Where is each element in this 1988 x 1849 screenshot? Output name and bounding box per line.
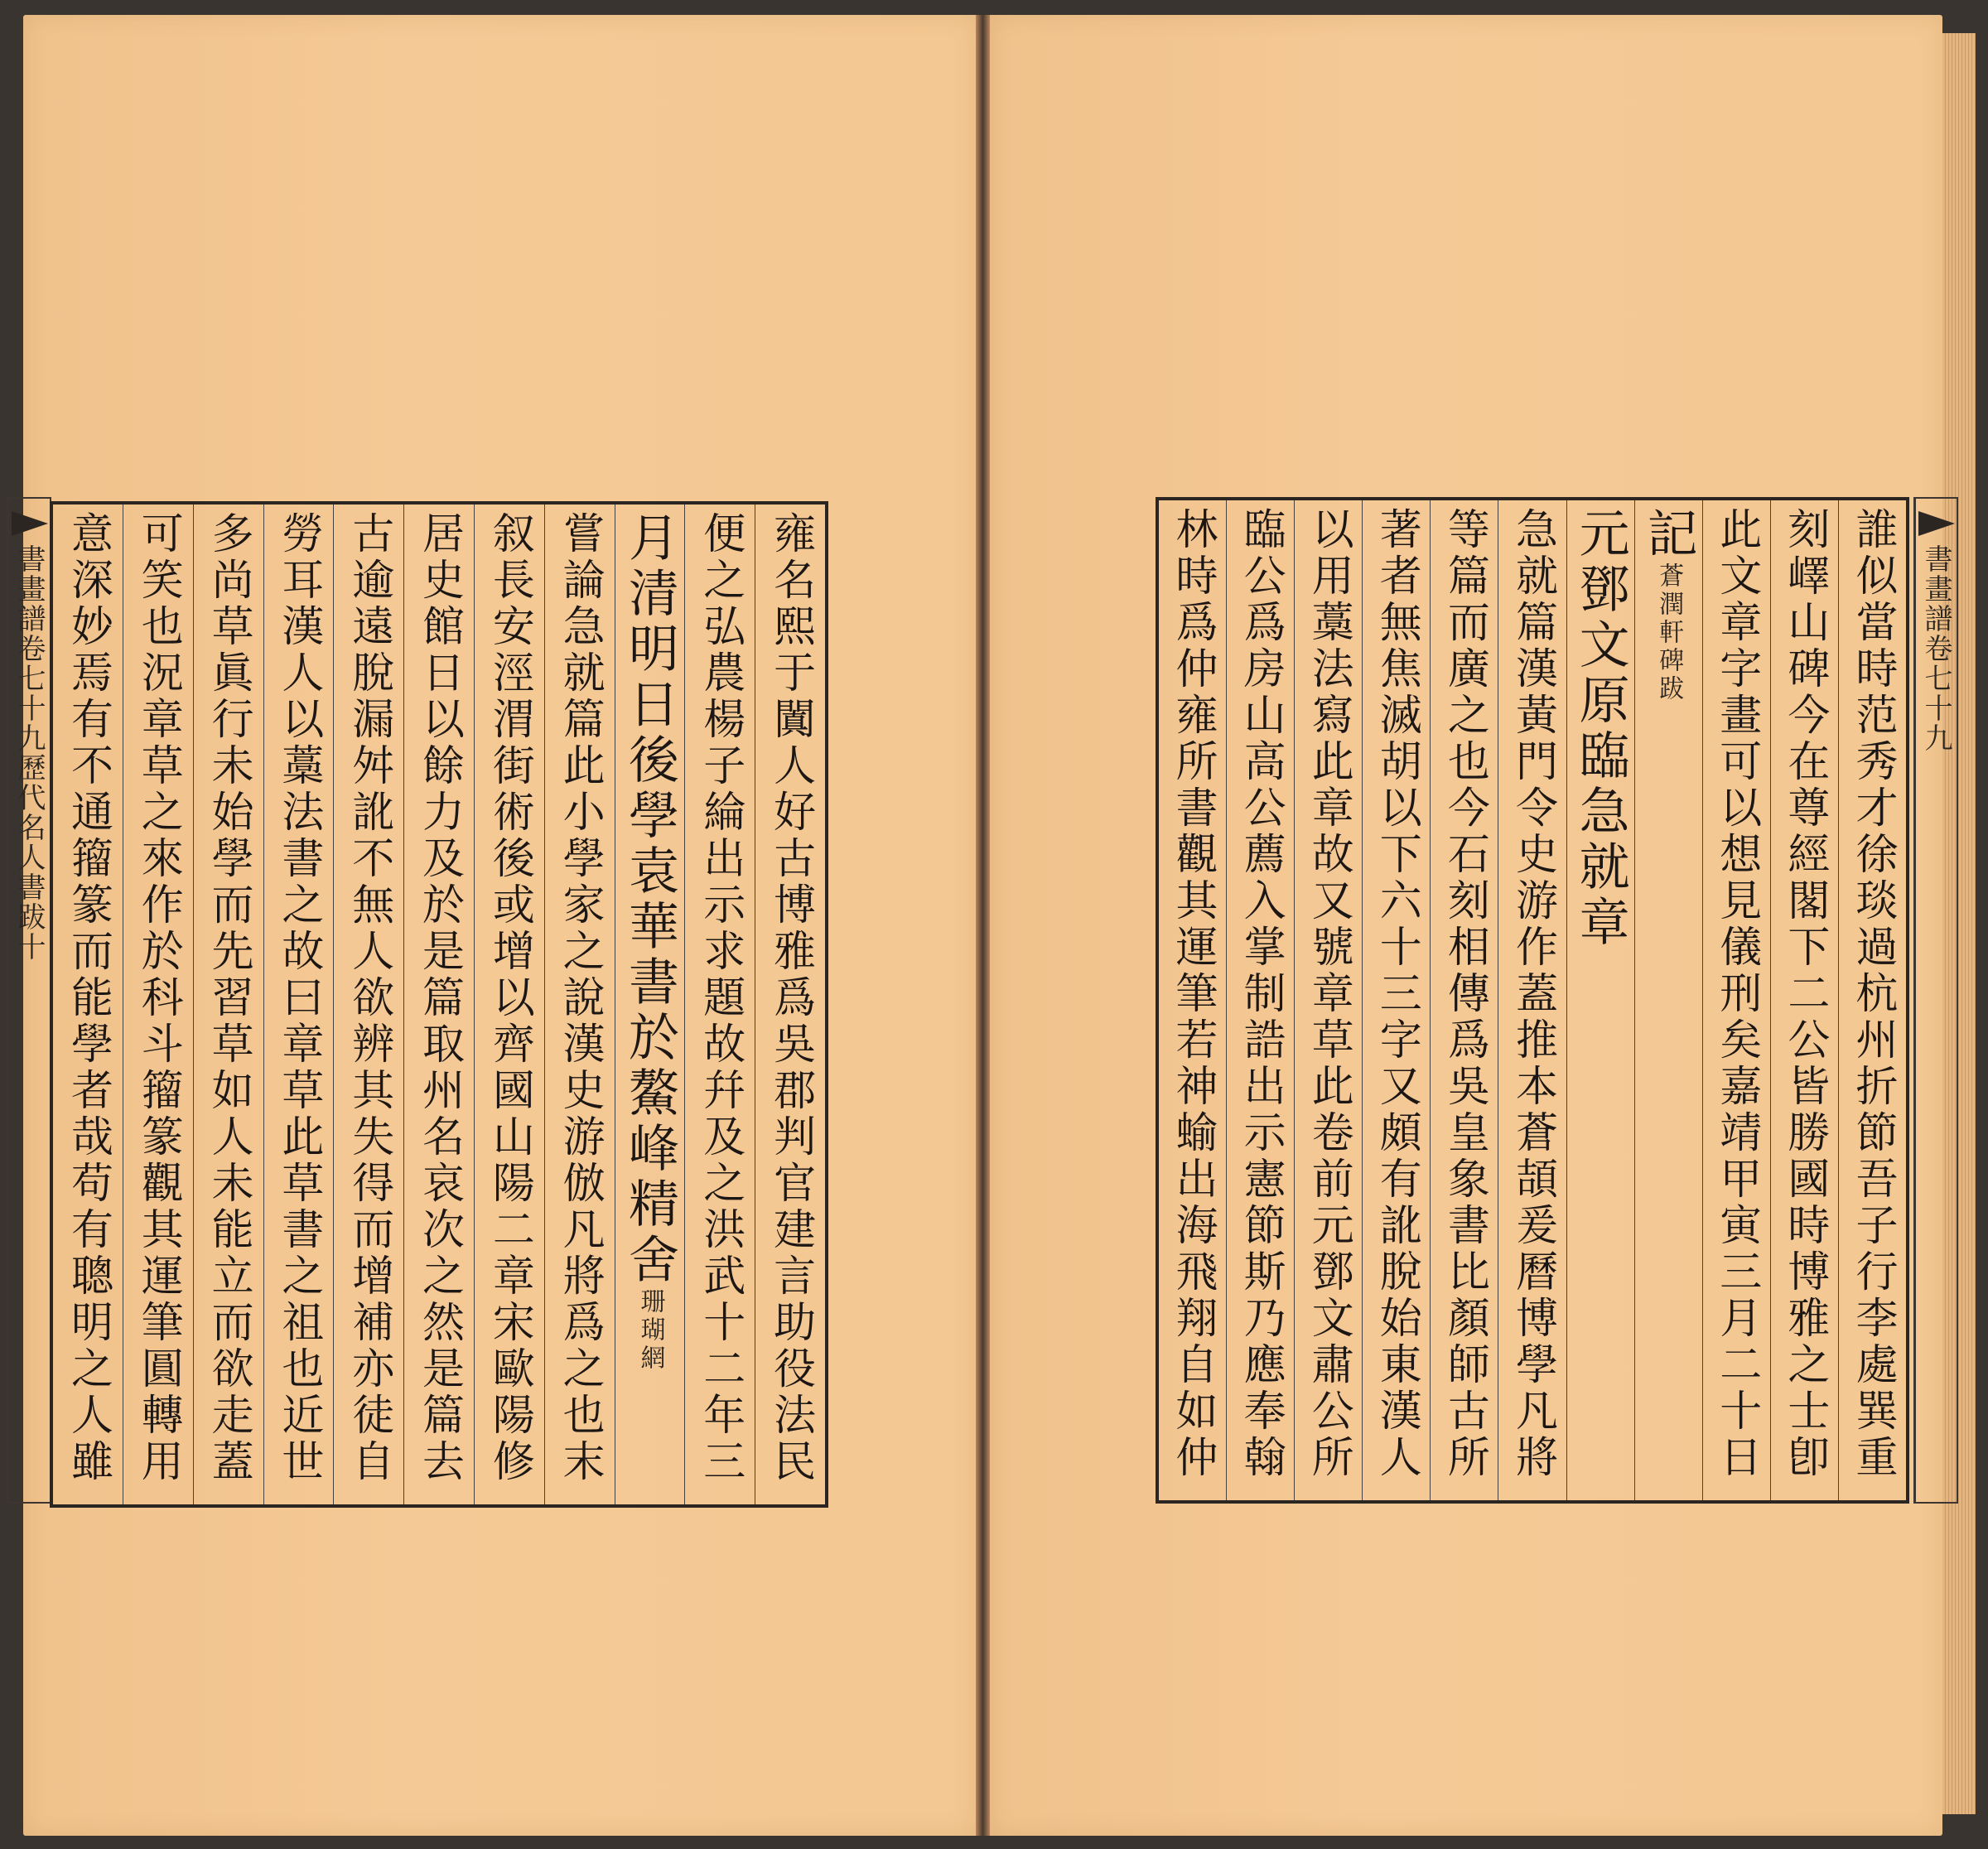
text-column: 等篇而廣之也今石刻相傳爲吳皇象書比顏師古所 [1430,500,1498,1500]
right-margin-strip [1913,497,1958,1504]
left-text-frame [50,501,828,1508]
text-column: 以用藁法寫此章故又號章草此卷前元鄧文肅公所 [1294,500,1362,1500]
text-column: 月清明日後學袁華書於鰲峰精舍 珊瑚網 [615,504,685,1504]
right-text-frame [1156,497,1909,1504]
text-column: 可笑也況章草之來作於科斗籀篆觀其運筆圓轉用 [123,504,193,1504]
fish-tail-icon [12,511,48,536]
text-column: 居史館日以餘力及於是篇取州名哀次之然是篇去 [403,504,474,1504]
annotation: 蒼潤軒碑跋 [1654,562,1684,703]
text-column: 誰似當時范秀才徐琰過杭州折節吾子行李處巽重 [1838,500,1906,1500]
text-column: 刻嶧山碑今在尊經閣下二公皆勝國時博雅之士卽 [1770,500,1838,1500]
text-column: 急就篇漢黃門令史游作蓋推本蒼頡爰曆博學凡將 [1498,500,1566,1500]
text-column: 記 蒼潤軒碑跋 [1634,500,1702,1500]
left-margin-title: 書畫譜卷七十九歷代名人書跋十 [12,544,46,962]
right-margin-title: 書畫譜卷七十九 [1919,544,1952,753]
text-column: 嘗論急就篇此小學家之說漢史游倣凡將爲之也末 [544,504,615,1504]
text-column: 古逾遠脫漏舛訛不無人欲辨其失得而增補亦徒自 [333,504,403,1504]
text-column: 叙長安涇渭街術後或增以齊國山陽二章宋歐陽修 [474,504,544,1504]
text-column: 勞耳漢人以藁法書之故曰章草此草書之祖也近世 [263,504,334,1504]
text-column: 臨公爲房山高公薦入掌制誥出示憲節斯乃應奉翰 [1226,500,1294,1500]
text-column: 便之弘農楊子綸出示求題故幷及之洪武十二年三 [684,504,755,1504]
text-column: 此文章字畫可以想見儀刑矣嘉靖甲寅三月二十日 [1702,500,1770,1500]
text-column: 雍名熙于闐人好古博雅爲吳郡判官建言助役法民 [755,504,825,1504]
fish-tail-icon [1918,511,1955,536]
text-column: 著者無焦滅胡以下六十三字又頗有訛脫始東漢人 [1362,500,1430,1500]
text-column: 意深妙焉有不通籀篆而能學者哉苟有聰明之人雖 [63,511,113,1485]
book-gutter [976,15,990,1836]
annotation: 珊瑚網 [635,1288,665,1373]
left-margin-strip [7,497,51,1504]
text-column: 元鄧文原臨急就章 [1566,500,1634,1500]
text-column: 多尚草眞行未始學而先習草如人未能立而欲走蓋 [193,504,263,1504]
text-column: 林時爲仲雍所書觀其運筆若神蝓出海飛翔自如仲 [1168,507,1218,1481]
